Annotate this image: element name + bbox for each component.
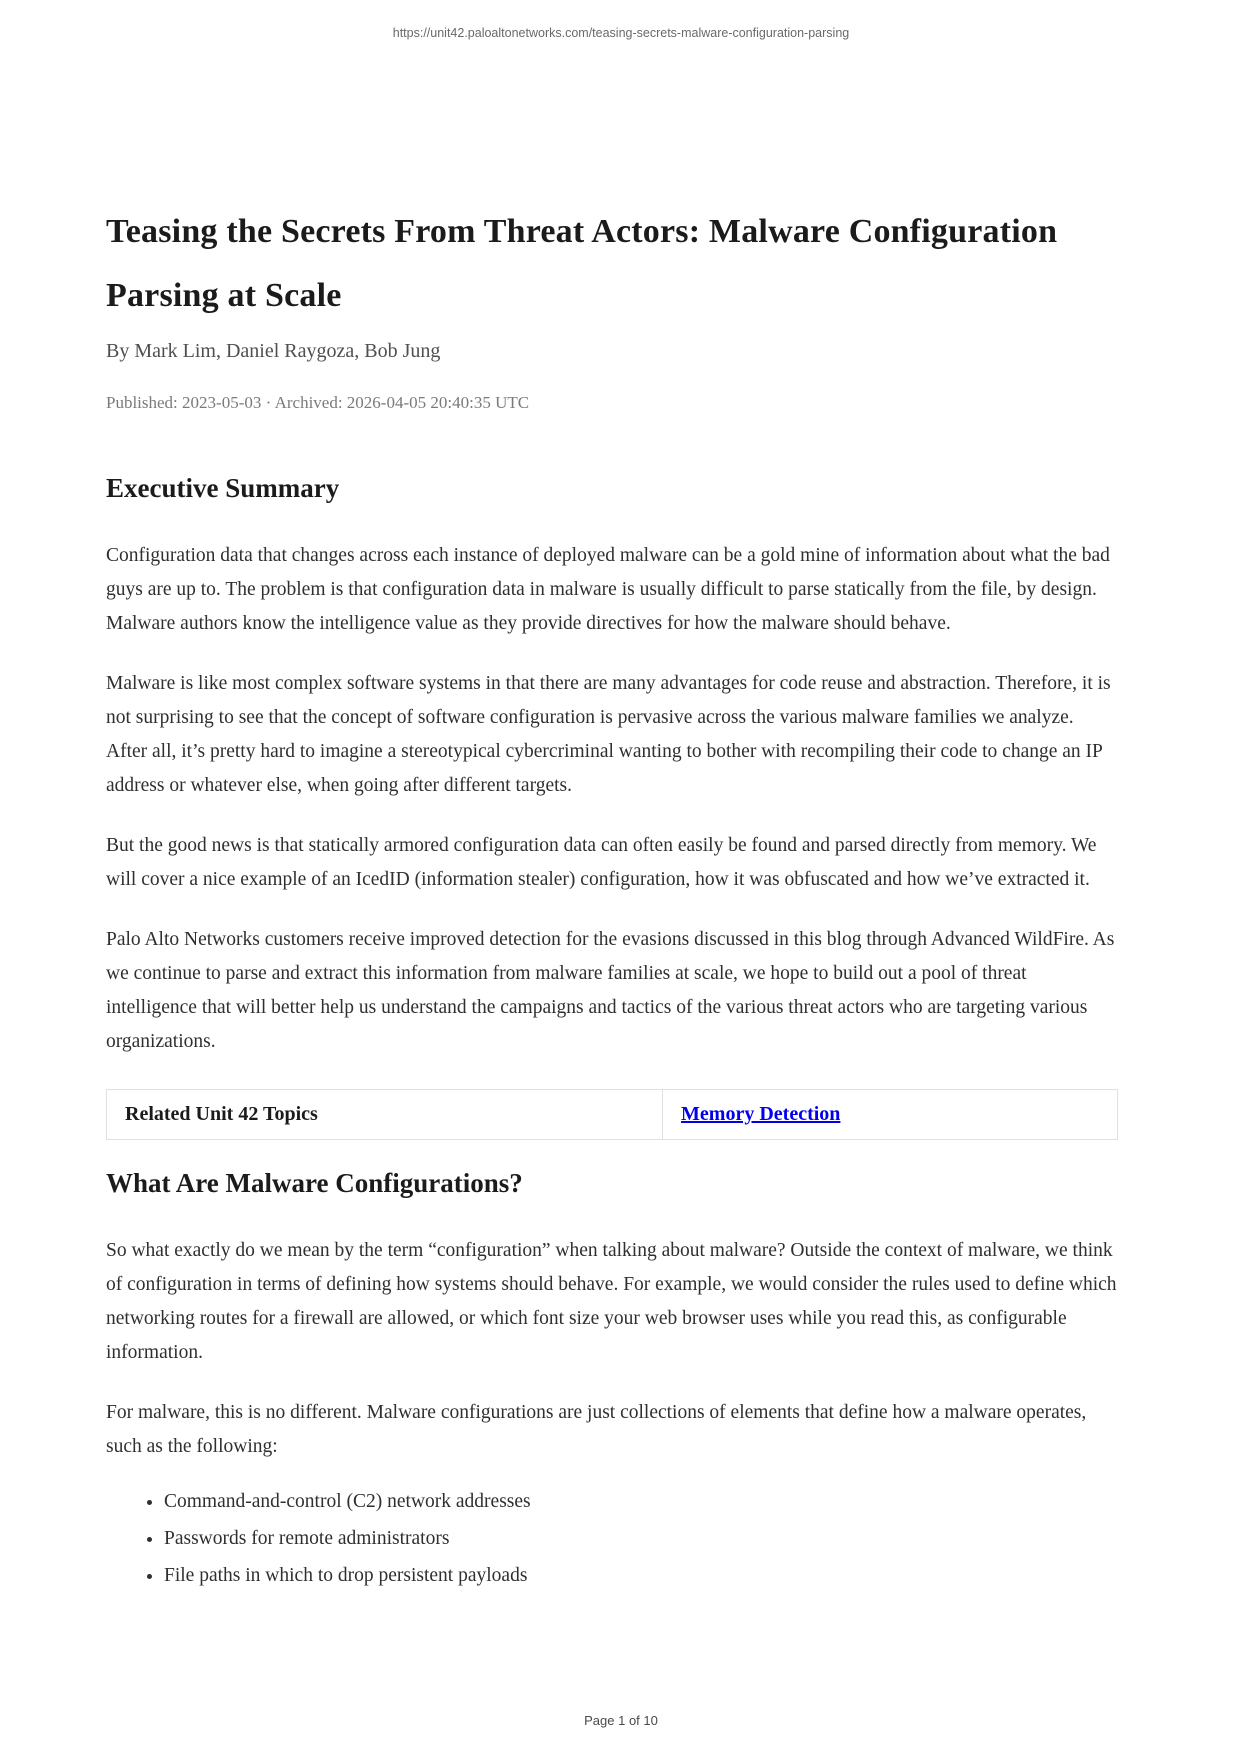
- related-topics-label: Related Unit 42 Topics: [107, 1090, 663, 1140]
- related-topics-value-cell: [663, 1090, 1118, 1140]
- memory-detection-link[interactable]: Memory Detection: [681, 1103, 841, 1125]
- paragraph-exec-1: Configuration data that changes across each instance of deployed malware can be a gold mine of information about what the bad guys are up to. The problem is that configuration data in malware is usually difficult to parse statically from the file, by design. Malware authors know the intelligence value as they provide directives for how the malware should behave.: [106, 545, 1110, 634]
- archive-url: https://unit42.paloaltonetworks.com/teasing-secrets-malware-configuration-parsing: [392, 26, 850, 40]
- list-item-file-paths: • File paths in which to drop persistent payloads: [164, 1559, 1118, 1593]
- section-heading-what-are-malware-configurations: What Are Malware Configurations?: [106, 1168, 523, 1198]
- article-byline: By Mark Lim, Daniel Raygoza, Bob Jung: [106, 340, 441, 362]
- page-number: Page 1 of 10: [584, 1713, 658, 1728]
- config-elements-list: [106, 1485, 1118, 1593]
- paragraph-exec-3: But the good news is that statically armored configuration data can often easily be found and parsed directly from memory. We will cover a nice example of an IcedID (information stealer) configuration, how it was obfuscated and how we’ve extracted it.: [106, 835, 1097, 890]
- list-item-passwords: • Passwords for remote administrators: [164, 1522, 1118, 1556]
- related-topics-table: [106, 1089, 1118, 1140]
- paragraph-config-1: So what exactly do we mean by the term “configuration” when talking about malware? Outside the context of malware, we think of configuration in terms of defining how systems should behave. For example, we would consider the rules used to define which networking routes for a firewall are allowed, or which font size your web browser uses while you read this, as configurable information.: [106, 1240, 1117, 1363]
- section-heading-executive-summary: Executive Summary: [106, 473, 340, 503]
- article-meta-dates: Published: 2023-05-03 · Archived: 2026-04-05 20:40:35 UTC: [106, 393, 530, 412]
- related-topics-row: [107, 1090, 1118, 1140]
- article-content: [106, 0, 1118, 1596]
- article-title: Teasing the Secrets From Threat Actors: Malware Configuration Parsing at Scale: [106, 213, 1058, 314]
- paragraph-config-2: For malware, this is no different. Malware configurations are just collections of elements that define how a malware operates, such as the following:: [106, 1402, 1087, 1457]
- paragraph-exec-4: Palo Alto Networks customers receive improved detection for the evasions discussed in this blog through Advanced WildFire. As we continue to parse and extract this information from malware families at scale, we hope to build out a pool of threat intelligence that will better help us understand the campaigns and tactics of the various threat actors who are targeting various organizations.: [106, 929, 1115, 1052]
- paragraph-exec-2: Malware is like most complex software systems in that there are many advantages for code reuse and abstraction. Therefore, it is not surprising to see that the concept of software configuration is pervasive across the various malware families we analyze. After all, it’s pretty hard to imagine a stereotypical cybercriminal wanting to bother with recompiling their code to change an IP address or whatever else, when going after different targets.: [106, 673, 1111, 796]
- list-item-c2-addresses: • Command-and-control (C2) network addresses: [164, 1485, 1118, 1519]
